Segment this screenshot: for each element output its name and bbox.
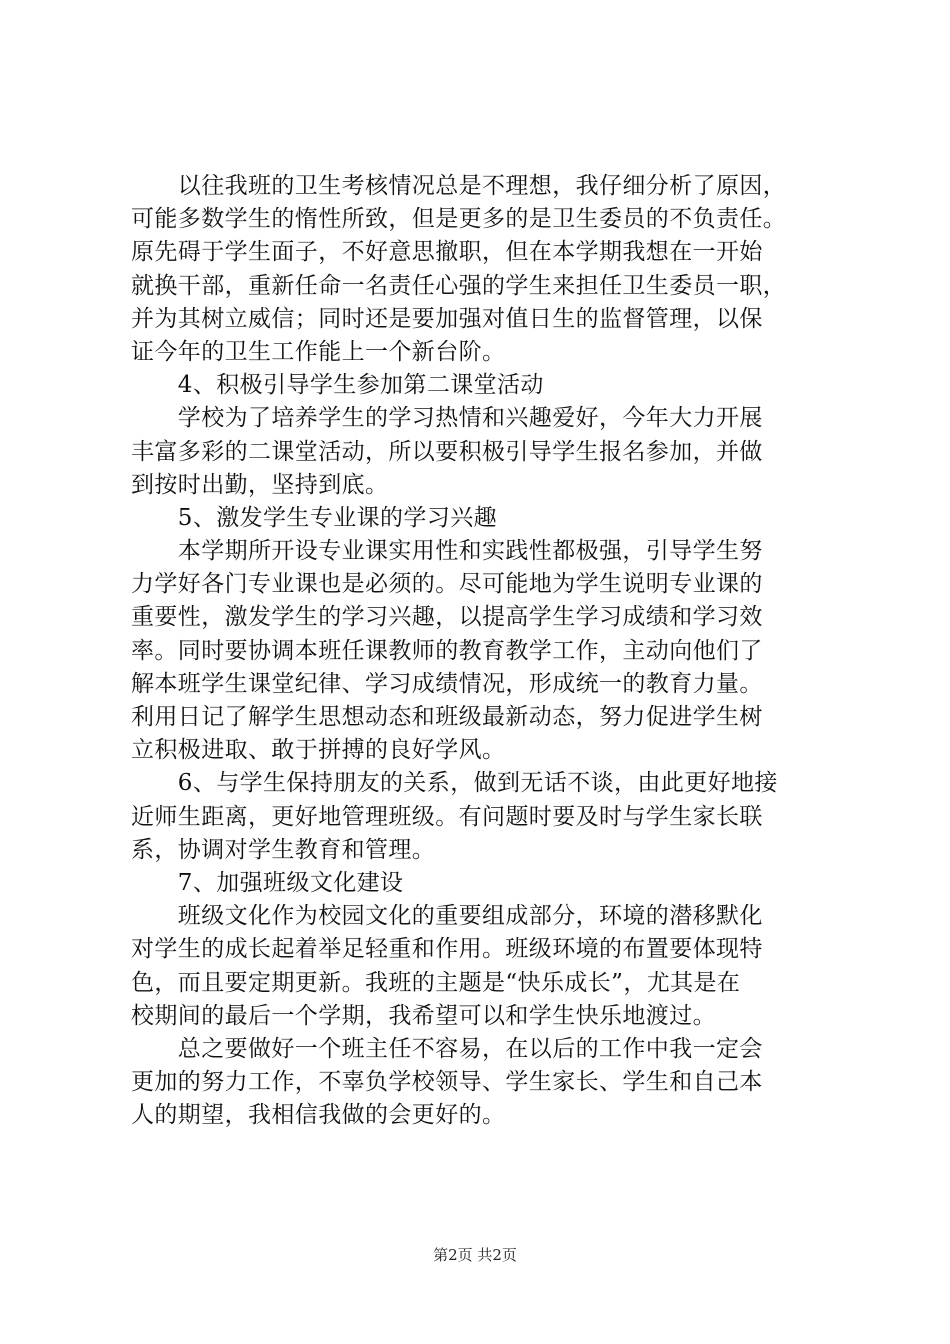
text-line: 并为其树立威信；同时还是要加强对值日生的监督管理，以保 bbox=[131, 305, 763, 332]
text-line: 证今年的卫生工作能上一个新台阶。 bbox=[131, 338, 506, 365]
section-heading: 6、与学生保持朋友的关系，做到无话不谈，由此更好地接 bbox=[131, 770, 778, 797]
text-line: 对学生的成长起着举足轻重和作用。班级环境的布置要体现特 bbox=[131, 936, 763, 963]
text-line: 就换干部，重新任命一名责任心强的学生来担任卫生委员一职， bbox=[131, 272, 787, 299]
text-line: 校期间的最后一个学期，我希望可以和学生快乐地渡过。 bbox=[131, 1002, 716, 1029]
text-line: 系，协调对学生教育和管理。 bbox=[131, 836, 436, 863]
text-line: 解本班学生课堂纪律、学习成绩情况，形成统一的教育力量。 bbox=[131, 670, 763, 697]
text-line: 以往我班的卫生考核情况总是不理想，我仔细分析了原因， bbox=[131, 173, 787, 199]
text-line: 可能多数学生的惰性所致，但是更多的是卫生委员的不负责任。 bbox=[131, 206, 787, 233]
text-line: 色，而且要定期更新。我班的主题是“快乐成长”，尤其是在 bbox=[131, 969, 741, 996]
section-heading: 5、激发学生专业课的学习兴趣 bbox=[131, 504, 498, 531]
text-line: 利用日记了解学生思想动态和班级最新动态，努力促进学生树 bbox=[131, 704, 763, 730]
text-line: 更加的努力工作，不辜负学校领导、学生家长、学生和自己本 bbox=[131, 1069, 763, 1096]
page-number-footer: 第2页 共2页 bbox=[433, 1246, 517, 1264]
text-line: 学校为了培养学生的学习热情和兴趣爱好，今年大力开展 bbox=[131, 405, 763, 432]
text-line: 丰富多彩的二课堂活动，所以要积极引导学生报名参加，并做 bbox=[131, 438, 763, 465]
text-line: 近师生距离，更好地管理班级。有问题时要及时与学生家长联 bbox=[131, 803, 763, 830]
text-line: 立积极进取、敢于拼搏的良好学风。 bbox=[131, 737, 506, 764]
text-line: 班级文化作为校园文化的重要组成部分，环境的潜移默化 bbox=[131, 903, 763, 930]
section-heading: 4、积极引导学生参加第二课堂活动 bbox=[131, 372, 544, 399]
text-line: 重要性，激发学生的学习兴趣，以提高学生学习成绩和学习效 bbox=[131, 604, 763, 631]
document-body bbox=[131, 170, 836, 1132]
text-line: 到按时出勤，坚持到底。 bbox=[131, 471, 389, 498]
text-line: 总之要做好一个班主任不容易，在以后的工作中我一定会 bbox=[131, 1035, 763, 1062]
text-line: 人的期望，我相信我做的会更好的。 bbox=[131, 1102, 506, 1129]
text-line: 本学期所开设专业课实用性和实践性都极强，引导学生努 bbox=[131, 538, 763, 565]
text-line: 力学好各门专业课也是必须的。尽可能地为学生说明专业课的 bbox=[131, 571, 763, 598]
text-line: 原先碍于学生面子，不好意思撤职，但在本学期我想在一开始 bbox=[131, 239, 763, 266]
section-heading: 7、加强班级文化建设 bbox=[131, 869, 404, 896]
text-line: 率。同时要协调本班任课教师的教育教学工作，主动向他们了 bbox=[131, 637, 763, 664]
